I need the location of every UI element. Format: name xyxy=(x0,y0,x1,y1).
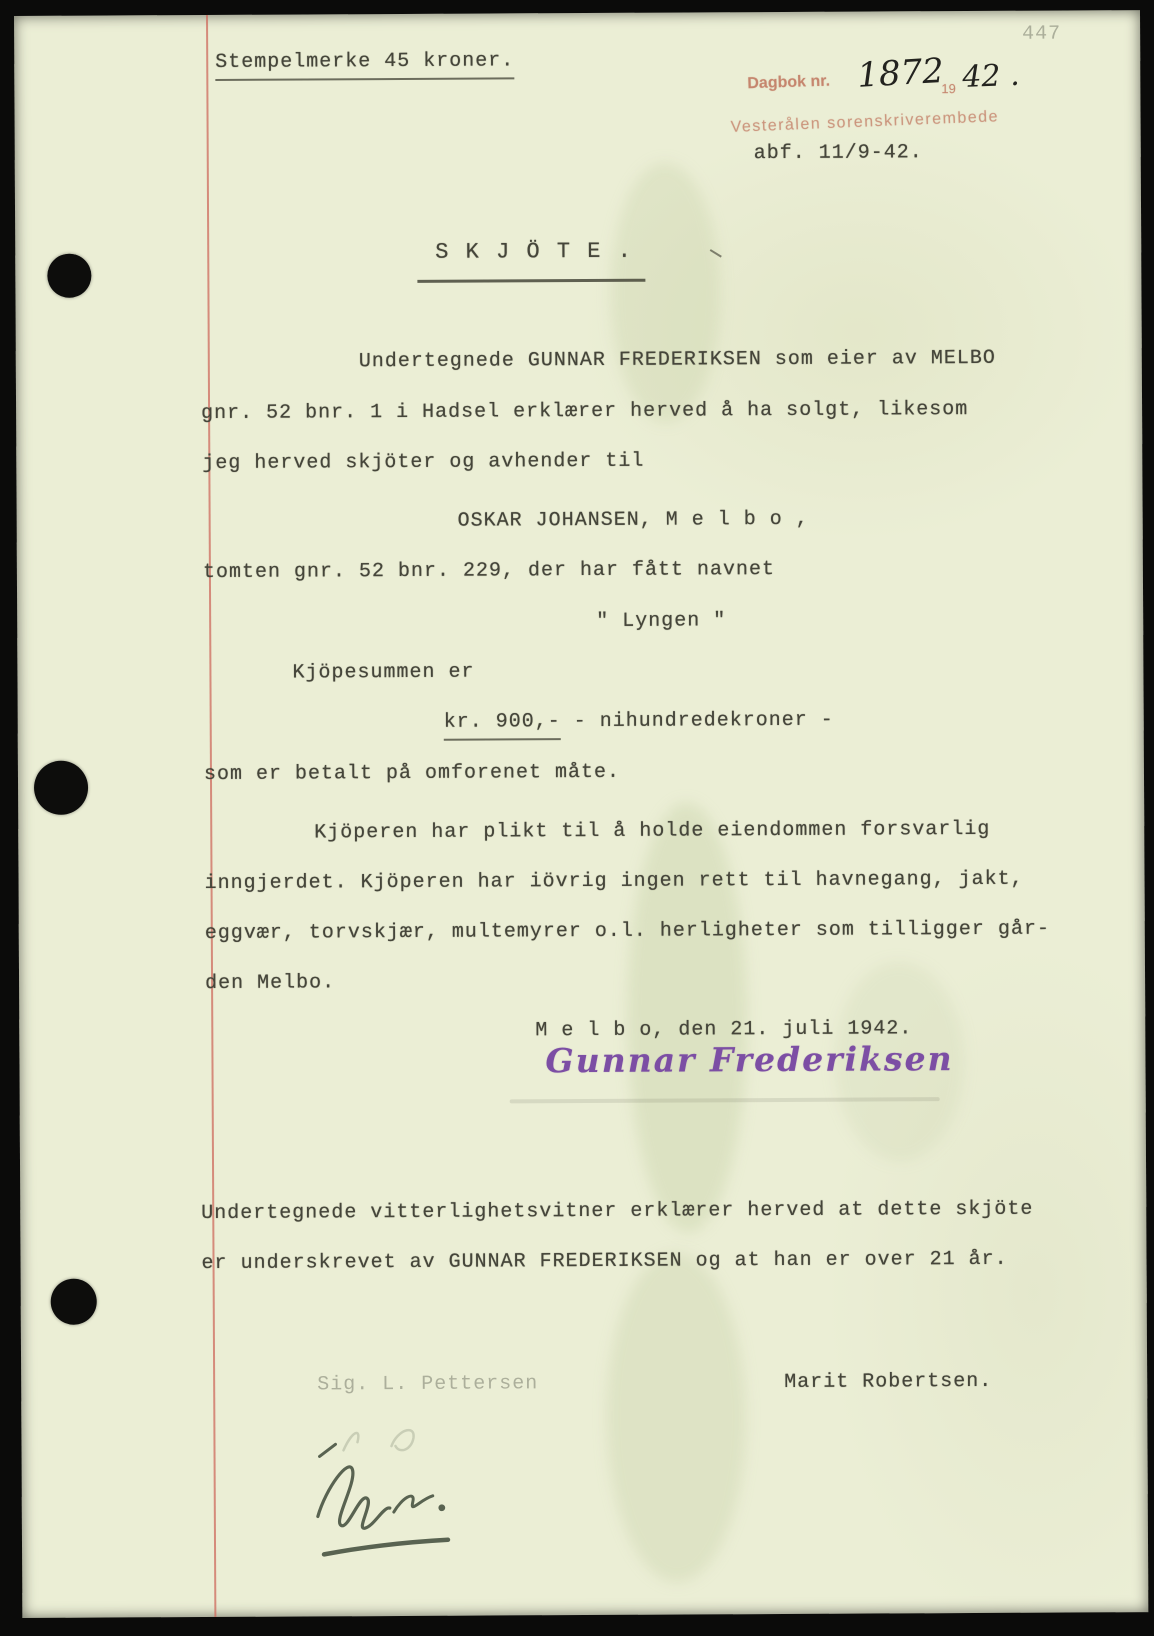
journal-number-handwritten: 1872 xyxy=(856,50,945,96)
seller-signature-stamp: Gunnar Frederiksen xyxy=(545,1039,954,1081)
deed-line: eggvær, torvskjær, multemyrer o.l. herligheter som tilligger går- xyxy=(204,917,1050,946)
witness-signature-1: Sig. L. Pettersen xyxy=(317,1372,539,1397)
punch-hole xyxy=(47,254,91,298)
page-number: 447 xyxy=(1022,22,1062,46)
handwritten-initials xyxy=(289,1433,500,1579)
deed-line: gnr. 52 bnr. 1 i Hadsel erklærer herved å ha solgt, likesom xyxy=(201,398,969,426)
buyer-name-line: OSKAR JOHANSEN, M e l b o , xyxy=(457,507,809,533)
bleedthrough-mark xyxy=(605,1252,747,1583)
witness-line: er underskrevet av GUNNAR FREDERIKSEN og at han er over 21 år. xyxy=(201,1247,1008,1276)
price-amount: kr. 900,- xyxy=(444,710,561,741)
office-stamp: Vesterålen sorenskriverembede xyxy=(730,108,1000,136)
price-line xyxy=(444,709,834,734)
document-paper xyxy=(14,10,1148,1618)
margin-rule xyxy=(206,15,216,1617)
witness-line: Undertegnede vitterlighetsvitner erklærer herved at dette skjöte xyxy=(201,1197,1034,1226)
deed-line: som er betalt på omforenet måte. xyxy=(203,760,621,787)
property-name: " Lyngen " xyxy=(596,609,727,633)
journal-year-handwritten: 42 . xyxy=(961,57,1021,96)
deed-line: inngjerdet. Kjöperen har iövrig ingen rett til havnegang, jakt, xyxy=(204,867,1024,896)
witness-signature-2: Marit Robertsen. xyxy=(784,1369,993,1394)
deed-line: Undertegnede GUNNAR FREDERIKSEN som eier av MELBO xyxy=(358,346,996,374)
punch-hole xyxy=(51,1279,97,1325)
deed-line: tomten gnr. 52 bnr. 229, der har fått navnet xyxy=(202,558,776,585)
journal-year-prefix-stamp: 19 xyxy=(941,81,956,97)
stamp-duty-note: Stempelmerke 45 kroner. xyxy=(215,49,514,81)
price-words: - nihundredekroner - xyxy=(560,708,834,734)
deed-line: Kjöperen har plikt til å holde eiendommen forsvarlig xyxy=(314,817,991,845)
punch-hole xyxy=(34,761,88,815)
bleedthrough-mark xyxy=(610,162,721,423)
deed-line: den Melbo. xyxy=(205,971,336,996)
price-intro: Kjöpesummen er xyxy=(292,660,475,685)
dateline: M e l b o, den 21. juli 1942. xyxy=(535,1017,913,1043)
journal-stamp-label: Dagbok nr. xyxy=(747,72,831,93)
filing-note: abf. 11/9-42. xyxy=(753,141,923,166)
deed-line: jeg herved skjöter og avhender til xyxy=(202,449,645,476)
deed-title: S K J Ö T E . xyxy=(435,238,633,265)
